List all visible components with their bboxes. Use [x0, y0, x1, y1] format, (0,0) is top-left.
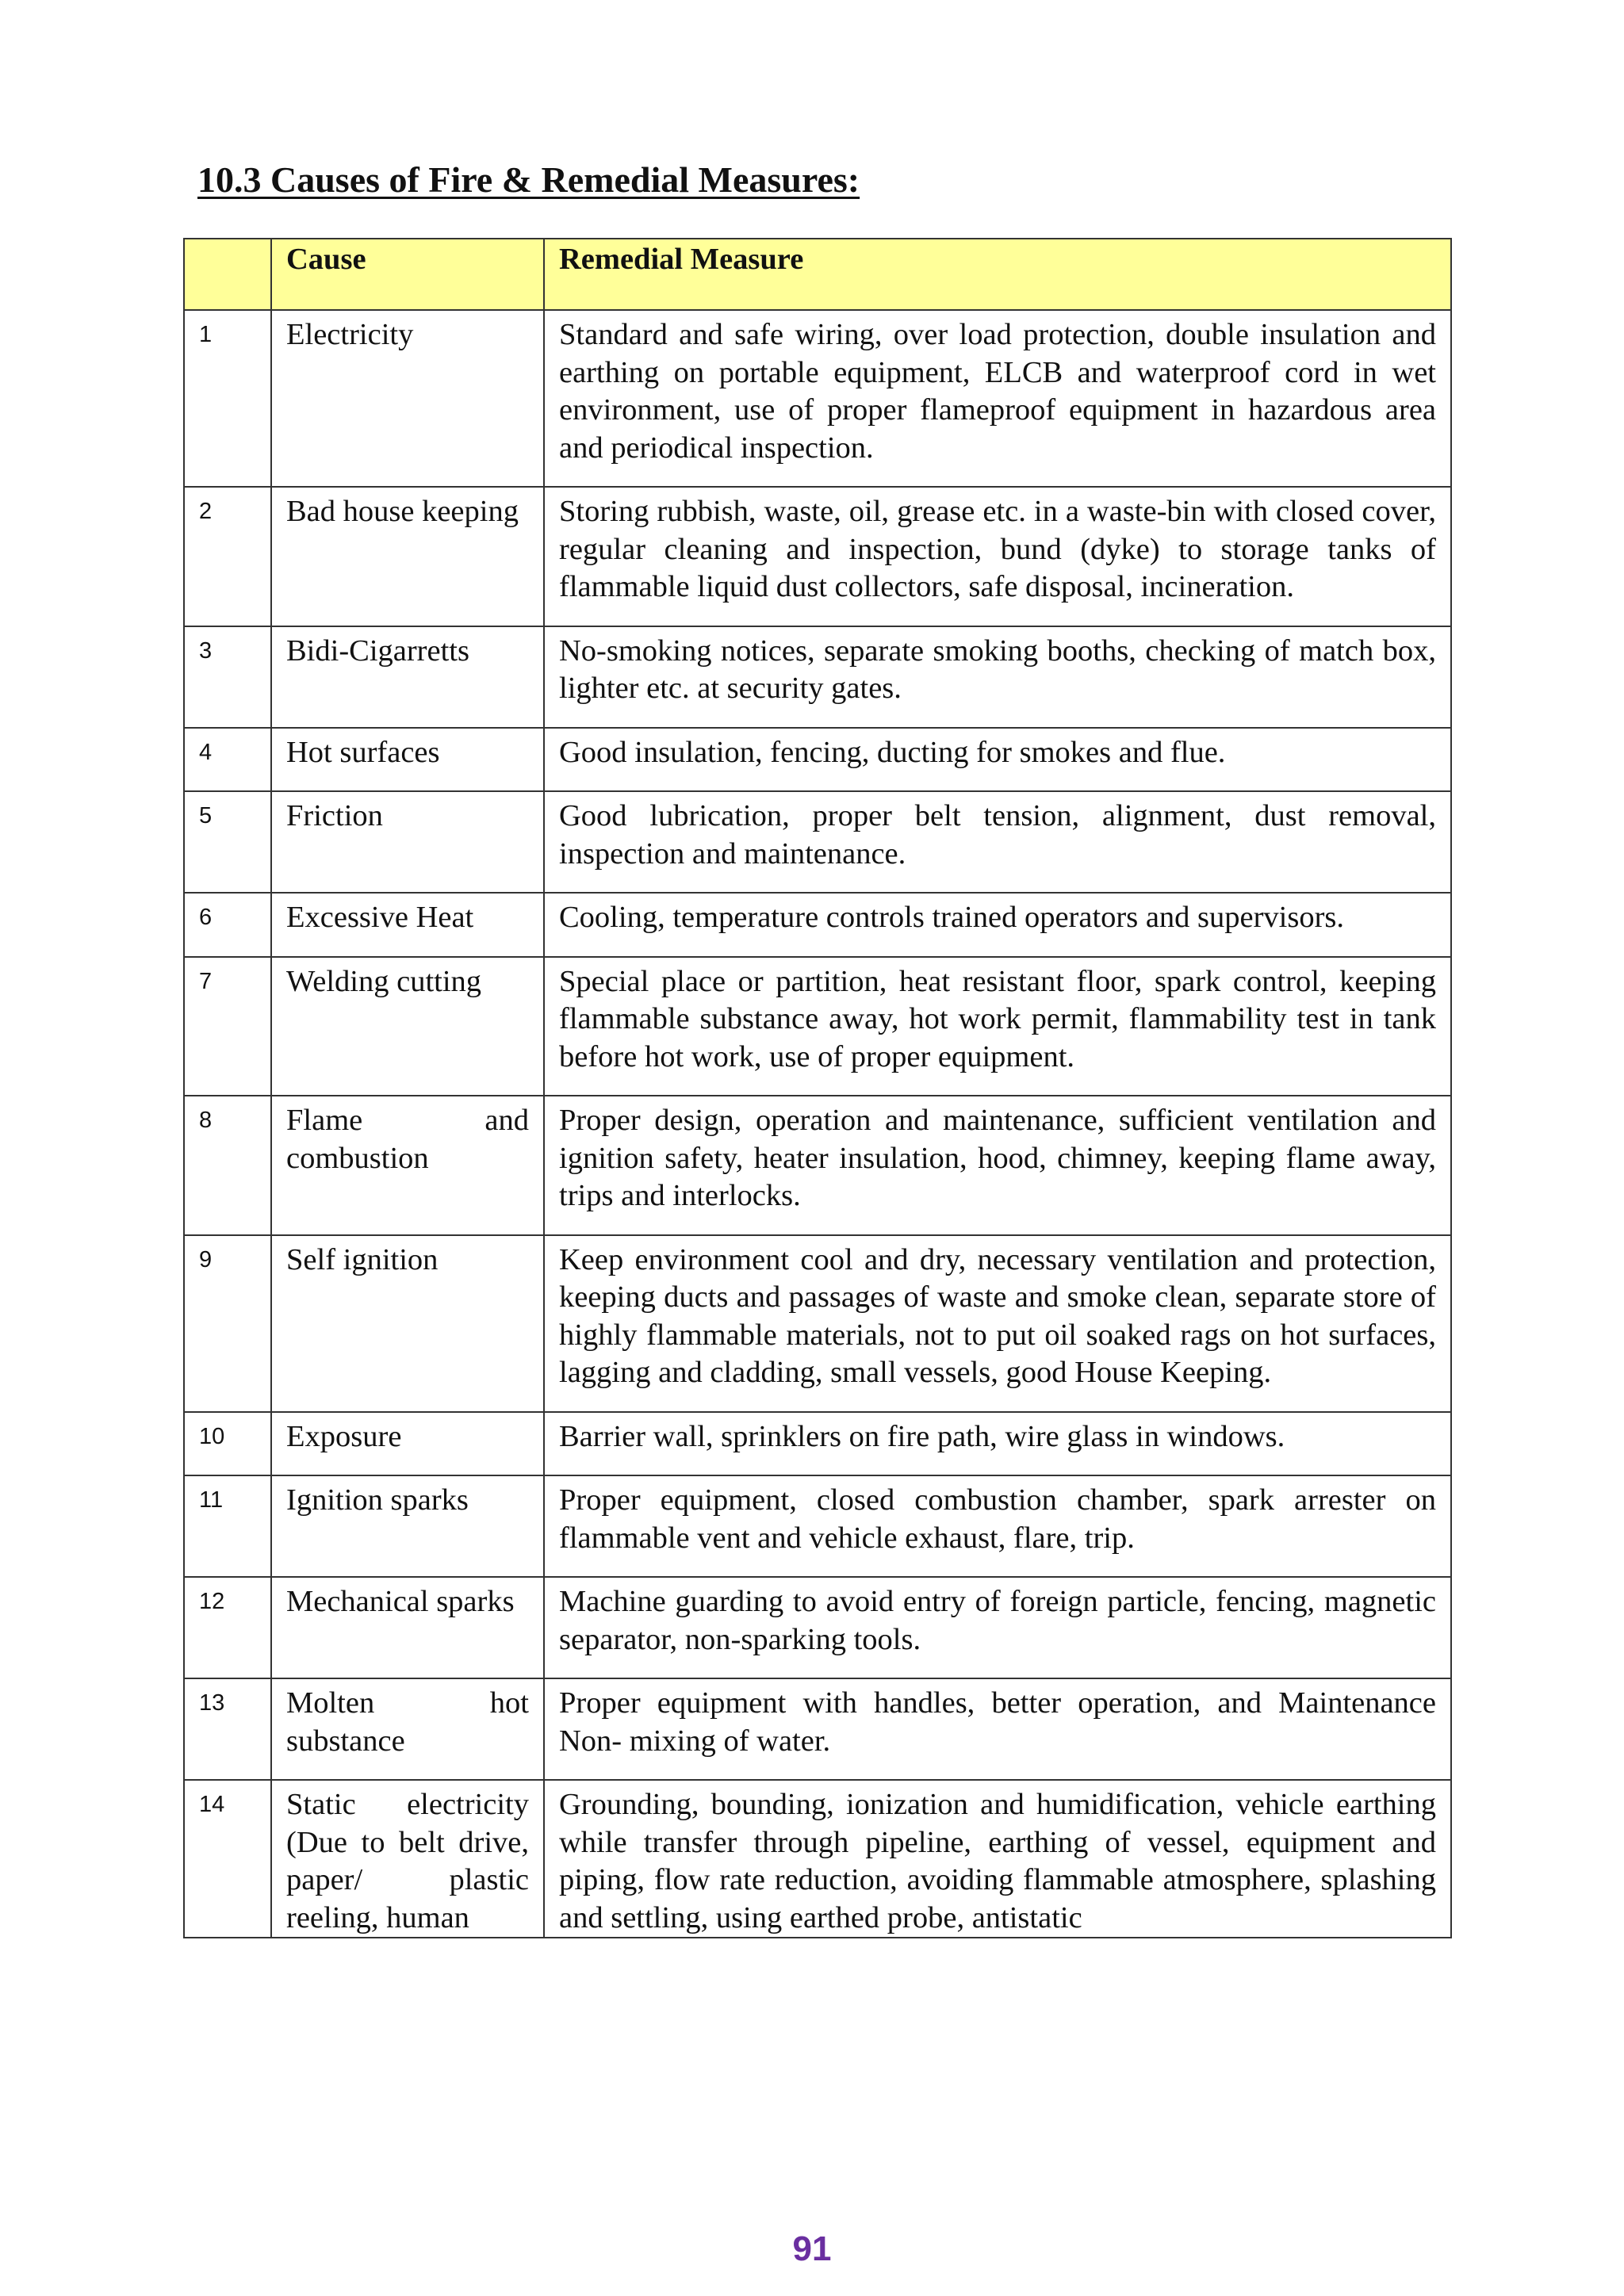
row-cause: Molten hot substance: [271, 1678, 544, 1780]
row-cause: Excessive Heat: [271, 893, 544, 957]
row-remedial-measure: Machine guarding to avoid entry of foreign particle, fencing, magnetic separator, non-sparking tools.: [544, 1577, 1451, 1678]
row-number: 12: [184, 1577, 271, 1678]
table-row: [184, 791, 1451, 893]
table-row: [184, 728, 1451, 792]
table-row: [184, 1096, 1451, 1235]
row-remedial-measure: No-smoking notices, separate smoking booths, checking of match box, lighter etc. at security gates.: [544, 626, 1451, 728]
row-number: 2: [184, 487, 271, 626]
table-row: [184, 1678, 1451, 1780]
row-cause: Hot surfaces: [271, 728, 544, 792]
table-row: [184, 310, 1451, 487]
table-row: [184, 1235, 1451, 1412]
row-number: 10: [184, 1412, 271, 1476]
row-number: 1: [184, 310, 271, 487]
row-number: 13: [184, 1678, 271, 1780]
row-cause: Static electricity (Due to belt drive, paper/ plastic reeling, human: [271, 1780, 544, 1938]
row-cause: Flame and combustion: [271, 1096, 544, 1235]
table-row: [184, 893, 1451, 957]
table-row: [184, 1412, 1451, 1476]
row-remedial-measure: Standard and safe wiring, over load protection, double insulation and earthing on portable equipment, ELCB and waterproof cord in wet environment, use of proper flameproof equipment in hazardous area and periodical inspection.: [544, 310, 1451, 487]
table-row: [184, 626, 1451, 728]
row-cause: Welding cutting: [271, 957, 544, 1096]
causes-remedies-table: [183, 238, 1452, 1938]
row-cause: Exposure: [271, 1412, 544, 1476]
table-header: [184, 239, 1451, 310]
row-cause: Ignition sparks: [271, 1475, 544, 1577]
row-remedial-measure: Proper design, operation and maintenance, sufficient ventilation and ignition safety, heater insulation, hood, chimney, keeping flame away, trips and interlocks.: [544, 1096, 1451, 1235]
row-remedial-measure: Proper equipment, closed combustion chamber, spark arrester on flammable vent and vehicle exhaust, flare, trip.: [544, 1475, 1451, 1577]
row-number: 11: [184, 1475, 271, 1577]
header-cause: Cause: [271, 239, 544, 310]
table-row: [184, 1577, 1451, 1678]
row-cause: Mechanical sparks: [271, 1577, 544, 1678]
section-title: 10.3 Causes of Fire & Remedial Measures:: [197, 159, 860, 200]
row-number: 14: [184, 1780, 271, 1938]
header-number: [184, 239, 271, 310]
row-cause: Bad house keeping: [271, 487, 544, 626]
row-number: 9: [184, 1235, 271, 1412]
row-remedial-measure: Good insulation, fencing, ducting for smokes and flue.: [544, 728, 1451, 792]
row-number: 6: [184, 893, 271, 957]
table-body: [184, 310, 1451, 1938]
row-remedial-measure: Special place or partition, heat resistant floor, spark control, keeping flammable substance away, hot work permit, flammability test in tank before hot work, use of proper equipment.: [544, 957, 1451, 1096]
row-remedial-measure: Cooling, temperature controls trained operators and supervisors.: [544, 893, 1451, 957]
row-cause: Self ignition: [271, 1235, 544, 1412]
row-remedial-measure: Grounding, bounding, ionization and humidification, vehicle earthing while transfer through pipeline, earthing of vessel, equipment and piping, flow rate reduction, avoiding flammable atmosphere, splashing and settling, using earthed probe, antistatic: [544, 1780, 1451, 1938]
row-remedial-measure: Good lubrication, proper belt tension, alignment, dust removal, inspection and maintenance.: [544, 791, 1451, 893]
row-cause: Bidi-Cigarretts: [271, 626, 544, 728]
table-row: [184, 1475, 1451, 1577]
row-cause: Friction: [271, 791, 544, 893]
row-cause: Electricity: [271, 310, 544, 487]
row-number: 5: [184, 791, 271, 893]
table-row: [184, 487, 1451, 626]
row-remedial-measure: Proper equipment with handles, better operation, and Maintenance Non- mixing of water.: [544, 1678, 1451, 1780]
row-remedial-measure: Storing rubbish, waste, oil, grease etc. in a waste-bin with closed cover, regular cleaning and inspection, bund (dyke) to storage tanks of flammable liquid dust collectors, safe disposal, incineration.: [544, 487, 1451, 626]
header-row: [184, 239, 1451, 310]
row-number: 4: [184, 728, 271, 792]
table-row: [184, 1780, 1451, 1938]
table-row: [184, 957, 1451, 1096]
page-number: 91: [792, 2229, 832, 2268]
row-remedial-measure: Barrier wall, sprinklers on fire path, wire glass in windows.: [544, 1412, 1451, 1476]
row-number: 8: [184, 1096, 271, 1235]
row-remedial-measure: Keep environment cool and dry, necessary ventilation and protection, keeping ducts and passages of waste and smoke clean, separate store of highly flammable materials, not to put oil soaked rags on hot surfaces, lagging and cladding, small vessels, good House Keeping.: [544, 1235, 1451, 1412]
header-remedial-measure: Remedial Measure: [544, 239, 1451, 310]
row-number: 3: [184, 626, 271, 728]
row-number: 7: [184, 957, 271, 1096]
